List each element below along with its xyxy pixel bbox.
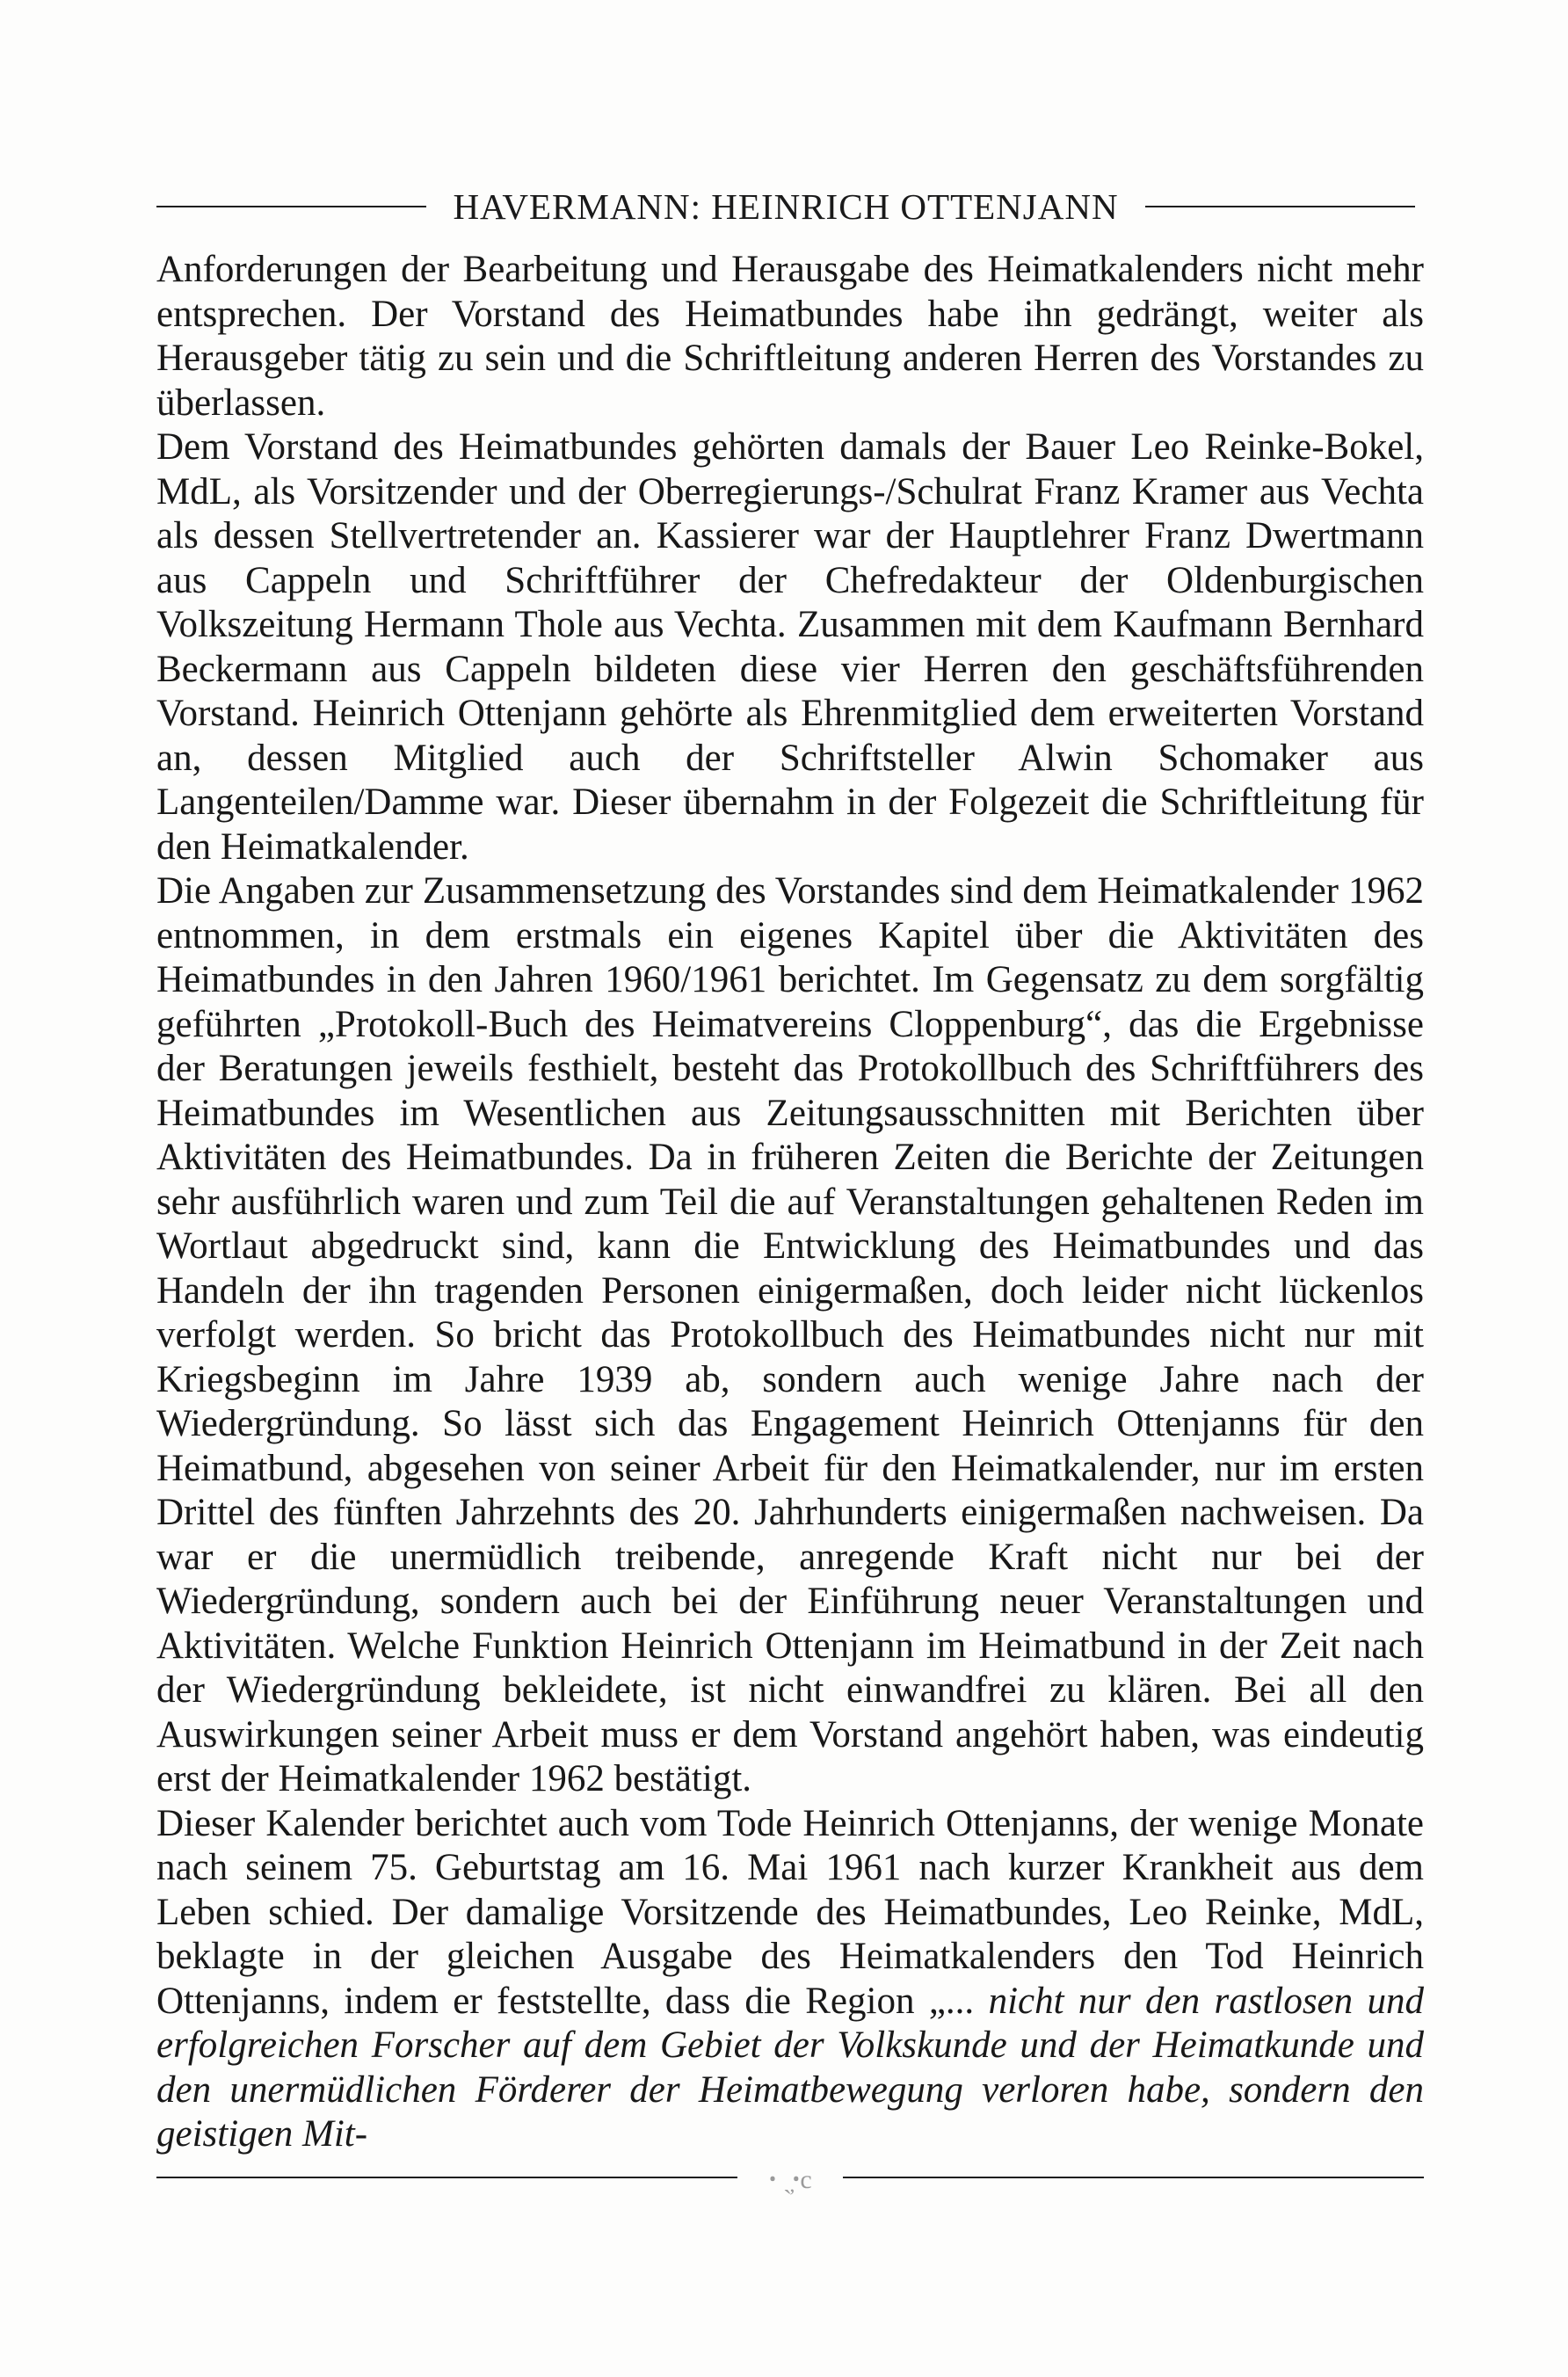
paragraph-2: Dem Vorstand des Heimatbundes gehörten damals der Bauer Leo Reinke-Bokel, MdL, als Vorsitzender und der Oberregierungs-/Schulrat Franz Kramer aus Vechta als dessen Stellvertretender an. Kassierer war der Hauptlehrer Franz Dwertmann aus Cappeln und Schriftführer der Chefredakteur der Oldenburgischen Volkszeitung Hermann Thole aus Vechta. Zusammen mit dem Kaufmann Bernhard Beckermann aus Cappeln bildeten diese vier Herren den geschäftsführenden Vorstand. Heinrich Ottenjann gehörte als Ehrenmitglied dem erweiterten Vorstand an, dessen Mitglied auch der Schriftsteller Alwin Schomaker aus Langenteilen/Damme war. Dieser übernahm in der Folgezeit die Schriftleitung für den Heimatkalender. xyxy=(156,426,1424,868)
paragraph-4-text: Dieser Kalender berichtet auch vom Tode Heinrich Ottenjanns, der wenige Monate nach seinem 75. Geburtstag am 16. Mai 1961 nach kurzer Krankheit aus dem Leben schied. Der damalige Vorsitzende des Heimatbundes, Leo Reinke, MdL, beklagte in der gleichen Ausgabe des Heimatkalenders den Tod Heinrich Ottenjanns, indem er feststellte, dass die Region „... xyxy=(156,1802,1424,2022)
footer-rule-left xyxy=(156,2177,737,2178)
running-head-rule-right xyxy=(1145,206,1415,207)
page-number: ꞏ ˏ̦ꞏc xyxy=(768,2164,812,2194)
running-head-title: HAVERMANN: HEINRICH OTTENJANN xyxy=(453,186,1119,227)
running-head-rule-left xyxy=(156,206,426,207)
body-text xyxy=(156,248,1424,2157)
running-head xyxy=(156,176,1415,237)
paragraph-4-quote: nicht nur den rastlosen und erfolgreichen Forscher auf dem Gebiet der Volkskunde und der Heimatkunde und den unermüdlichen Förderer der Heimatbewegung verloren habe, sondern den geistigen Mit- xyxy=(156,1980,1425,2155)
page-footer xyxy=(156,2155,1424,2199)
paragraph-3: Die Angaben zur Zusammensetzung des Vorstandes sind dem Heimatkalender 1962 entnommen, in dem erstmals ein eigenes Kapitel über die Aktivitäten des Heimatbundes in den Jahren 1960/1961 berichtet. Im Gegensatz zu dem sorgfältig geführten „Protokoll-Buch des Heimatvereins Cloppenburg“, das die Ergebnisse der Beratungen jeweils festhielt, besteht das Protokollbuch des Schriftführers des Heimatbundes im Wesentlichen aus Zeitungsausschnitten mit Berichten über Aktivitäten des Heimatbundes. Da in früheren Zeiten die Berichte der Zeitungen sehr ausführlich waren und zum Teil die auf Veranstaltungen gehaltenen Reden im Wortlaut abgedruckt sind, kann die Entwicklung des Heimatbundes und das Handeln der ihn tragenden Personen einigermaßen, doch leider nicht lückenlos verfolgt werden. So bricht das Protokollbuch des Heimatbundes nicht nur mit Kriegsbeginn im Jahre 1939 ab, sondern auch wenige Jahre nach der Wiedergründung. So lässt sich das Engagement Heinrich Ottenjanns für den Heimatbund, abgesehen von seiner Arbeit für den Heimatkalender, nur im ersten Drittel des fünften Jahrzehnts des 20. Jahrhunderts einigermaßen nachweisen. Da war er die unermüdlich treibende, anregende Kraft nicht nur bei der Wiedergründung, sondern auch bei der Einführung neuer Veranstaltungen und Aktivitäten. Welche Funktion Heinrich Ottenjann im Heimatbund in der Zeit nach der Wiedergründung bekleidete, ist nicht einwandfrei zu klären. Bei all den Auswirkungen seiner Arbeit muss er dem Vorstand angehört haben, was eindeutig erst der Heimatkalender 1962 bestätigt. xyxy=(156,870,1424,1799)
footer-rule-right xyxy=(843,2177,1424,2178)
paragraph-1: Anforderungen der Bearbeitung und Herausgabe des Heimatkalenders nicht mehr entsprechen. Der Vorstand des Heimatbundes habe ihn gedrängt, weiter als Herausgeber tätig zu sein und die Schriftleitung anderen Herren des Vorstandes zu überlassen. xyxy=(156,249,1424,424)
paragraph-4 xyxy=(156,1802,1424,2157)
